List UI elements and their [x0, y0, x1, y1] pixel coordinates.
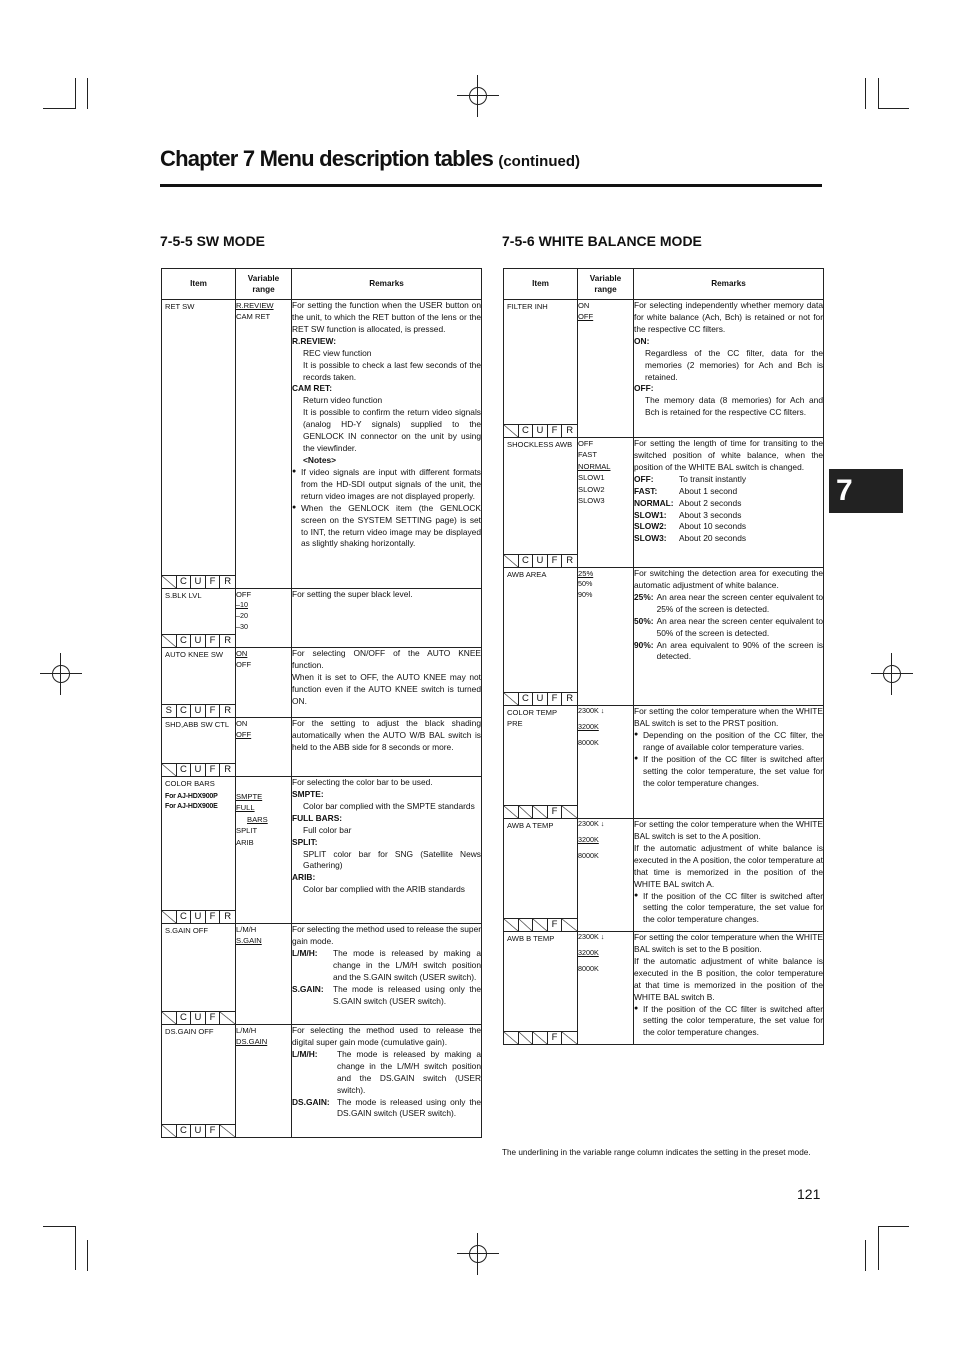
item-name: SHOCKLESS AWB: [507, 440, 573, 449]
header-range: Variable range: [578, 269, 634, 300]
footnote: The underlining in the variable range column indicates the setting in the preset mode.: [502, 1148, 811, 1157]
chapter-title: Chapter 7 Menu description tables (continued): [160, 146, 580, 171]
table-row: AWB A TEMP F 2300K ↓ 3200K 8000K For setting the color temperature when the WHITE BAL switch is set to the A position. If the automatic adjustment of white balance is executed in the A position, the color temperature at that time is memorized in the position of the WHITE BAL switch A. ● If the position of the CC filter is switched after setting the color temperature, the set value for the color temperature changes.: [504, 819, 824, 932]
item-name: COLOR BARS: [165, 779, 215, 788]
table-row: AWB AREA C U F R 25% 50% 90% For switching the detection area for executing the automatic adjustment of white balance. 25%: An area near the screen center equivalent to 25% of the screen is detected. 50%: An area near the screen center equivalent to 50% of the screen is detected. 90%: An area equivalent to 90% of the screen is detected.: [504, 568, 824, 706]
white-balance-mode-title: 7-5-6 WHITE BALANCE MODE: [502, 233, 702, 249]
sw-mode-table: [161, 268, 482, 1138]
table-row: COLOR BARS For AJ-HDX900P For AJ-HDX900E C U F R SMPTE FULL BARS SPLIT ARIB For selecting the color bar to be used. SMPTE: Color bar complied with the SMPTE standards FULL BARS: Full color bar SPLIT: SPLIT color bar for SNG (Satellite News Gathering) ARIB: Color bar complied with the ARIB standards: [162, 777, 482, 924]
item-name: DS.GAIN OFF: [165, 1027, 214, 1036]
item-name: FILTER INH: [507, 302, 548, 311]
header-remarks: Remarks: [292, 269, 482, 300]
mode-flags: C U F R: [162, 634, 235, 647]
table-row: AWB B TEMP F 2300K ↓ 3200K 8000K For setting the color temperature when the WHITE BAL switch is set to the B position. If the automatic adjustment of white balance is executed in the B position, the color temperature at that time is memorized in the position of the WHITE BAL switch B. ● If the position of the CC filter is switched after setting the color temperature, the set value for the color temperature changes.: [504, 932, 824, 1045]
header-remarks: Remarks: [634, 269, 824, 300]
mode-flags: C U F R: [162, 910, 235, 923]
table-row: DS.GAIN OFF C U F L/M/H DS.GAIN For selecting the method used to release the digital super gain mode (cumulative gain). L/M/H: The mode is released by making a change in the L/M/H switch position and the DS.GAIN switch (USER switch). DS.GAIN: The mode is released using only the DS.GAIN switch (USER switch).: [162, 1025, 482, 1138]
mode-flags: F: [504, 918, 577, 931]
table-header: [504, 269, 824, 300]
table-row: SHOCKLESS AWB C U F R OFF FAST NORMAL SLOW1 SLOW2 SLOW3 For setting the length of time for transiting to the switched position of white balance, when the position of the WHITE BAL switch is changed. OFF: To transit instantly FAST: About 1 second NORMAL: About 2 seconds SLOW1: About 3 seconds SLOW2: About 10 seconds SLOW3: About 20 seconds: [504, 438, 824, 568]
range-option: R.REVIEW: [236, 301, 274, 310]
white-balance-table: [503, 268, 824, 1045]
page-number: 121: [797, 1186, 821, 1202]
header-item: Item: [162, 269, 236, 300]
header-range: Variable range: [236, 269, 292, 300]
item-name: SHD,ABB SW CTL: [165, 720, 230, 729]
mode-flags: F: [504, 1031, 577, 1044]
mode-flags: C U F R: [504, 554, 577, 567]
item-name: AWB B TEMP: [507, 934, 555, 943]
table-row: AUTO KNEE SW S C U F R ON OFF For selecting ON/OFF of the AUTO KNEE function. When it is set to OFF, the AUTO KNEE may not function even if the AUTO KNEE switch is turned ON.: [162, 648, 482, 718]
item-name: COLOR TEMP PRE: [507, 708, 557, 728]
chapter-tab: 7: [829, 469, 903, 513]
table-row: COLOR TEMP PRE F 2300K ↓ 3200K 8000K For setting the color temperature when the WHITE BAL switch is set to the PRST position. ● Depending on the position of the CC filter, the range of available color temperature varies. ● If the position of the CC filter is switched after setting the color temperature, the set value for the color temperature changes.: [504, 706, 824, 819]
title-rule: [160, 184, 822, 187]
table-row: S.BLK LVL C U F R OFF –10 –20 –30 For setting the super black level.: [162, 589, 482, 648]
item-name: AUTO KNEE SW: [165, 650, 224, 659]
sw-mode-title: 7-5-5 SW MODE: [160, 233, 266, 249]
header-item: Item: [504, 269, 578, 300]
table-row: SHD,ABB SW CTL C U F R ON OFF For the setting to adjust the black shading automatically when the AUTO W/B BAL switch is held to the ABB side for 8 seconds or more.: [162, 718, 482, 777]
mode-flags: C U F: [162, 1124, 235, 1137]
table-row: [162, 300, 482, 589]
mode-flags: S C U F R: [162, 704, 235, 717]
mode-flags: C U F R: [162, 763, 235, 776]
mode-flags: C U F: [162, 1011, 235, 1024]
item-name: AWB A TEMP: [507, 821, 554, 830]
item-name: S.GAIN OFF: [165, 926, 209, 935]
remarks: For setting the function when the USER button on the unit, to which the RET button of the lens or the RET SW function is allocated, is pressed. R.REVIEW: REC view function It is possible to check a last few seconds of the records taken. CAM RET: Return video function It is possible to confirm the return video signals (analog HD-Y signals) supplied to the GENLOCK IN connector on the unit by using the viewfinder. <Notes> ● If video signals are input with different formats from the HD-SDI output signals of the unit, the return video images are not displayed properly. ● When the GENLOCK item (the GENLOCK screen on the SYSTEM SETTING page) is set to INT, the return video image may be displayed as slightly shaking horizontally.: [292, 300, 482, 589]
mode-flags: C U F R: [504, 424, 577, 437]
table-header: [162, 269, 482, 300]
item-name: AWB AREA: [507, 570, 547, 579]
mode-flags: F: [504, 805, 577, 818]
item-name: RET SW: [165, 302, 195, 311]
mode-flags: C U F R: [162, 575, 235, 588]
range-option: CAM RET: [236, 312, 271, 322]
item-name: S.BLK LVL: [165, 591, 202, 600]
table-row: S.GAIN OFF C U F L/M/H S.GAIN For selecting the method used to release the super gain mode. L/M/H: The mode is released by making a change in the L/M/H switch position and the S.GAIN switch (USER switch). S.GAIN: The mode is released using only the S.GAIN switch (USER switch).: [162, 924, 482, 1025]
table-row: FILTER INH C U F R ON OFF For selecting independently whether memory data for white balance (Ach, Bch) is retained or not for the respective CC filters. ON: Regardless of the CC filter, data for the memories (2 memories) for Ach and Bch is retained. OFF: The memory data (8 memories) for Ach and Bch is retained for the respective CC filters.: [504, 300, 824, 438]
mode-flags: C U F R: [504, 692, 577, 705]
